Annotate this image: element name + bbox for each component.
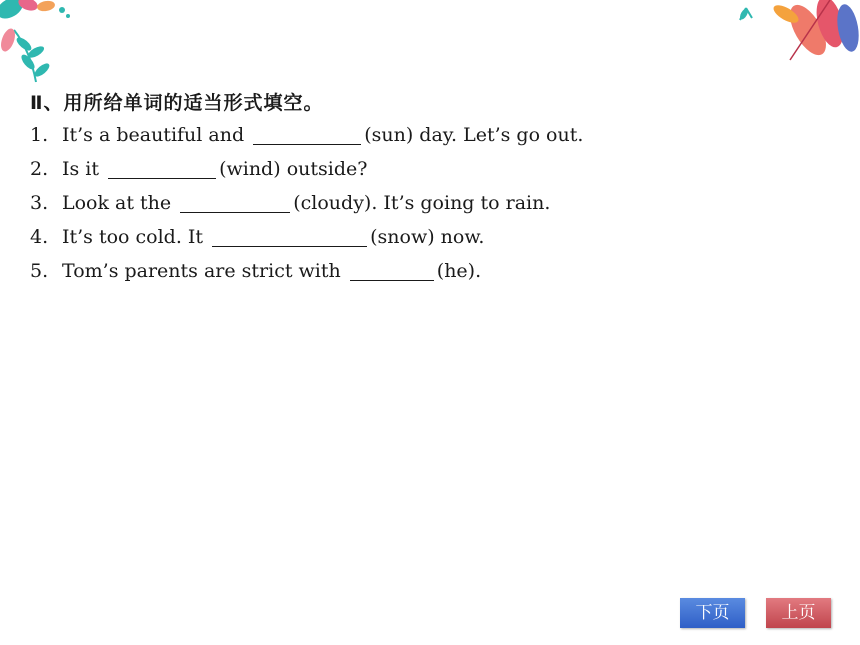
question-text-after: outside? (286, 158, 368, 180)
exercise-title: Ⅱ、用所给单词的适当形式填空。 (30, 92, 324, 114)
question-text-after: now. (440, 226, 485, 248)
question-text-after: day. Let’s go out. (419, 124, 584, 146)
feather-leaves-icon (730, 0, 860, 70)
word-hint: (he). (436, 260, 482, 282)
leaf-cluster-icon (0, 0, 90, 90)
word-hint: (wind) (219, 158, 281, 180)
question-4 (30, 225, 484, 249)
question-text-after: It’s going to rain. (383, 192, 551, 214)
answer-blank[interactable] (253, 126, 361, 145)
word-hint: (snow) (370, 226, 435, 248)
answer-blank[interactable] (350, 262, 434, 281)
question-3 (30, 191, 550, 215)
question-text-before: It’s too cold. It (62, 226, 204, 248)
word-hint: (sun) (364, 124, 414, 146)
question-text-before: Tom’s parents are strict with (62, 260, 341, 282)
answer-blank[interactable] (108, 160, 216, 179)
question-text-before: It’s a beautiful and (62, 124, 245, 146)
question-text-before: Look at the (62, 192, 172, 214)
question-1 (30, 123, 583, 147)
answer-blank[interactable] (180, 194, 290, 213)
question-number: 2. (30, 158, 49, 180)
question-number: 3. (30, 192, 49, 214)
question-number: 5. (30, 260, 49, 282)
question-number: 4. (30, 226, 49, 248)
question-number: 1. (30, 124, 49, 146)
previous-page-button[interactable]: 上页 (766, 598, 831, 628)
word-hint: (cloudy). (293, 192, 378, 214)
next-page-button[interactable]: 下页 (680, 598, 745, 628)
question-text-before: Is it (62, 158, 100, 180)
question-5 (30, 259, 481, 283)
question-2 (30, 157, 367, 181)
answer-blank[interactable] (212, 228, 367, 247)
